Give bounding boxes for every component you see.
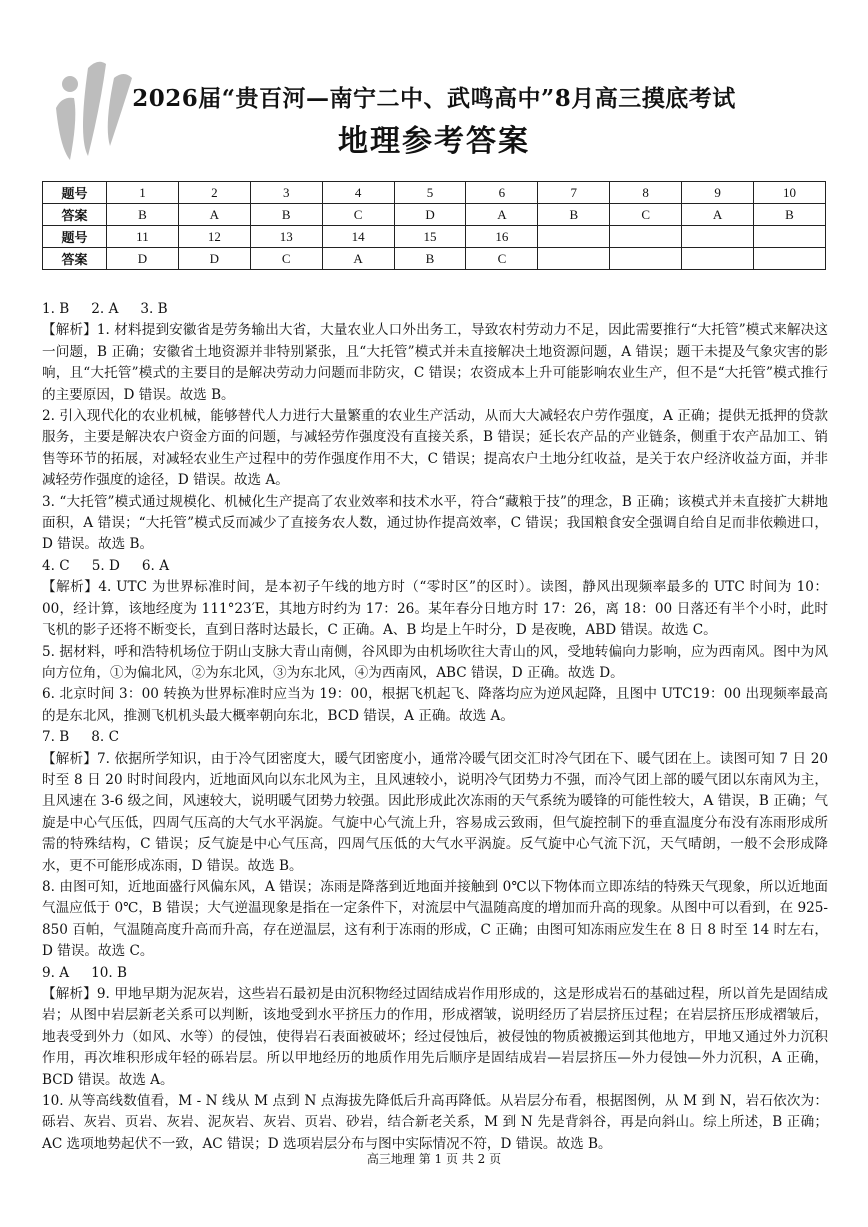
question-number: 16 bbox=[466, 226, 538, 248]
answer-cell: A bbox=[322, 248, 394, 270]
question-number bbox=[682, 226, 754, 248]
question-number: 6 bbox=[466, 182, 538, 204]
exam-title: 2026届“贵百河—南宁二中、武鸣高中”8月高三摸底考试 bbox=[132, 85, 736, 112]
row-label: 题号 bbox=[43, 226, 107, 248]
explanation-paragraph: 【解析】4. UTC 为世界标准时间，是本初子午线的地方时（“零时区”的区时）。读图，静风出现频率最多的 UTC 时间为 10：00，经计算，该地经度为 111°23′E，其地方时约为 17：26。某年春分日地方时 17：26，离 18：00 日落还有半个小时，此时飞机的影子还将不断变长，直到日落时达最长，C 正确。A、B 均是上午时分，D 是夜晚，ABD 错误。故选 C。 bbox=[42, 579, 828, 639]
answer-key-line bbox=[42, 727, 828, 748]
table-row bbox=[43, 204, 826, 226]
answer-key: 1. B bbox=[42, 301, 70, 317]
question-number: 15 bbox=[394, 226, 466, 248]
question-number: 8 bbox=[610, 182, 682, 204]
answer-cell bbox=[682, 248, 754, 270]
explanation-paragraph: 【解析】9. 甲地早期为泥灰岩，这些岩石最初是由沉积物经过固结成岩作用形成的，这是形成岩石的基础过程，所以首先是固结成岩；从图中岩层新老关系可以判断，该地受到水平挤压力的作用，形成褶皱，说明经历了岩层挤压过程；在岩层挤压形成褶皱后，地表受到外力（如风、水等）的侵蚀，使得岩石表面被破坏；经过侵蚀后，被侵蚀的物质被搬运到其他地方，甲地又通过外力沉积作用，再次堆积形成年轻的砾岩层。所以甲地经历的地质作用先后顺序是固结成岩—岩层挤压—外力侵蚀—外力沉积，A 正确，BCD 错误。故选 A。 bbox=[42, 986, 828, 1088]
question-number bbox=[538, 226, 610, 248]
answer-cell: C bbox=[250, 248, 322, 270]
page-footer: 高三地理 第 1 页 共 2 页 bbox=[366, 1152, 502, 1166]
answer-key: 3. B bbox=[140, 301, 168, 317]
answer-key-line bbox=[42, 963, 828, 984]
answer-cell: B bbox=[107, 204, 179, 226]
question-number bbox=[754, 226, 826, 248]
answer-cell: B bbox=[250, 204, 322, 226]
answer-key: 8. C bbox=[91, 729, 119, 746]
question-number: 7 bbox=[538, 182, 610, 204]
answer-cell bbox=[538, 248, 610, 270]
question-number: 13 bbox=[250, 226, 322, 248]
answer-cell bbox=[610, 248, 682, 270]
question-number: 4 bbox=[322, 182, 394, 204]
question-number: 1 bbox=[107, 182, 179, 204]
explanation-paragraph: 【解析】1. 材料提到安徽省是劳务输出大省，大量农业人口外出务工，导致农村劳动力不足，因此需要推行“大托管”模式来解决这一问题，B 正确；安徽省土地资源并非特别紧张，且“大托管”模式并未直接解决土地资源问题，A 错误；题干未提及气象灾害的影响，且“大托管”模式的主要目的是解决劳动力问题而非防灾，C 错误；农资成本上升可能影响农业生产，但不是“大托管”模式推行的主要原因，D 错误。故选 B。 bbox=[42, 322, 828, 403]
explanation-paragraph: 3. “大托管”模式通过规模化、机械化生产提高了农业效率和技术水平，符合“藏粮于技”的理念，B 正确；该模式并未直接扩大耕地面积，A 错误；“大托管”模式反而减少了直接务农人数，通过协作提高效率，C 错误；我国粮食安全强调自给自足而非依赖进口，D 错误。故选 B。 bbox=[42, 493, 828, 553]
answer-cell: A bbox=[178, 204, 250, 226]
explanation-paragraph: 8. 由图可知，近地面盛行风偏东风，A 错误；冻雨是降落到近地面并接触到 0℃以下物体而立即冻结的特殊天气现象，所以近地面气温应低于 0℃，B 错误；大气逆温现象是指在一定条件下，对流层中气温随高度的增加而升高的现象。从图中可以看到，在 925-850 百帕，气温随高度升高而升高，存在逆温层，这有利于冻雨的形成，C 正确；由图可知冻雨应发生在 8 日 8 时至 14 时左右，D 错误。故选 C。 bbox=[42, 878, 828, 960]
answer-cell: C bbox=[322, 204, 394, 226]
question-number: 10 bbox=[754, 182, 826, 204]
answer-key-line bbox=[42, 556, 828, 577]
answer-cell: C bbox=[610, 204, 682, 226]
row-label: 答案 bbox=[43, 204, 107, 226]
question-number bbox=[610, 226, 682, 248]
table-row bbox=[43, 248, 826, 270]
table-row bbox=[43, 182, 826, 204]
answer-key: 4. C bbox=[42, 557, 70, 574]
explanation-paragraph: 5. 据材料，呼和浩特机场位于阴山支脉大青山南侧，谷风即为由机场吹往大青山的风，受地转偏向力影响，应为西南风。图中为风向方位角，①为偏北风，②为东北风，③为东北风，④为西南风，ABC 错误，D 正确。故选 D。 bbox=[42, 643, 828, 681]
question-number: 14 bbox=[322, 226, 394, 248]
answer-cell: D bbox=[107, 248, 179, 270]
answer-cell bbox=[754, 248, 826, 270]
answer-table bbox=[42, 181, 826, 270]
answer-cell: C bbox=[466, 248, 538, 270]
answer-key: 10. B bbox=[91, 964, 128, 981]
answer-cell: A bbox=[466, 204, 538, 226]
answer-key: 5. D bbox=[91, 557, 120, 574]
answer-key: 2. A bbox=[91, 301, 119, 317]
question-number: 9 bbox=[682, 182, 754, 204]
question-number: 5 bbox=[394, 182, 466, 204]
table-row bbox=[43, 226, 826, 248]
question-number: 12 bbox=[178, 226, 250, 248]
answer-explanations bbox=[42, 299, 828, 1155]
document-subtitle: 地理参考答案 bbox=[338, 124, 530, 159]
answer-key: 7. B bbox=[42, 729, 70, 746]
explanation-paragraph: 2. 引入现代化的农业机械，能够替代人力进行大量繁重的农业生产活动，从而大大减轻农户劳作强度，A 正确；提供无抵押的贷款服务，主要是解决农户资金方面的问题，与减轻劳作强度没有直接关系，B 错误；延长农产品的产业链条，侧重于农产品加工、销售等环节的拓展，对减轻农业生产过程中的劳作强度作用不大，C 错误；提高农户土地分红收益，是关于农户经济收益方面，并非减轻劳作强度的途径，D 错误。故选 A。 bbox=[42, 408, 828, 489]
explanation-paragraph: 6. 北京时间 3：00 转换为世界标准时应当为 19：00，根据飞机起飞、降落均应为逆风起降，且图中 UTC19：00 出现频率最高的是东北风，推测飞机机头最大概率朝向东北，BCD 错误，A 正确。故选 A。 bbox=[42, 686, 828, 724]
answer-cell: B bbox=[754, 204, 826, 226]
question-number: 2 bbox=[178, 182, 250, 204]
answer-key: 9. A bbox=[42, 964, 70, 981]
row-label: 答案 bbox=[43, 248, 107, 270]
answer-cell: B bbox=[394, 248, 466, 270]
answer-cell: A bbox=[682, 204, 754, 226]
explanation-paragraph: 【解析】7. 依据所学知识，由于冷气团密度大，暖气团密度小，通常冷暖气团交汇时冷气团在下、暖气团在上。读图可知 7 日 20 时至 8 日 20 时时间段内，近地面风向以东北风为主，且风速较小，说明冷气团势力不强，而冷气团上部的暖气团以东南风为主，且风速在 3-6 级之间，风速较大，说明暖气团势力较强。因此形成此次冻雨的天气系统为暖锋的可能性较大，A 错误，B 正确；气旋是中心气压低，四周气压高的大气水平涡旋。气旋中心气流上升，容易成云致雨，但气旋控制下的垂直温度分布没有冻雨形成所需的特殊结构，C 错误；反气旋是中心气压高，四周气压低的大气水平涡旋。反气旋中心气流下沉，天气晴朗，一般不会形成降水，更不可能形成冻雨，D 错误。故选 B。 bbox=[42, 750, 828, 874]
row-label: 题号 bbox=[43, 182, 107, 204]
answer-cell: D bbox=[394, 204, 466, 226]
answer-key-line bbox=[42, 299, 828, 320]
question-number: 3 bbox=[250, 182, 322, 204]
question-number: 11 bbox=[107, 226, 179, 248]
answer-key: 6. A bbox=[141, 557, 170, 574]
explanation-paragraph: 10. 从等高线数值看，M - N 线从 M 点到 N 点海拔先降低后升高再降低。从岩层分布看，根据图例，从 M 到 N，岩石依次为：砾岩、灰岩、页岩、灰岩、泥灰岩、灰岩、页岩、砂岩，结合新老关系，M 到 N 先是背斜谷，再是向斜山。综上所述，B 正确；AC 选项地势起伏不一致，AC 错误；D 选项岩层分布与图中实际情况不符，D 错误。故选 B。 bbox=[42, 1093, 828, 1152]
answer-cell: B bbox=[538, 204, 610, 226]
answer-cell: D bbox=[178, 248, 250, 270]
